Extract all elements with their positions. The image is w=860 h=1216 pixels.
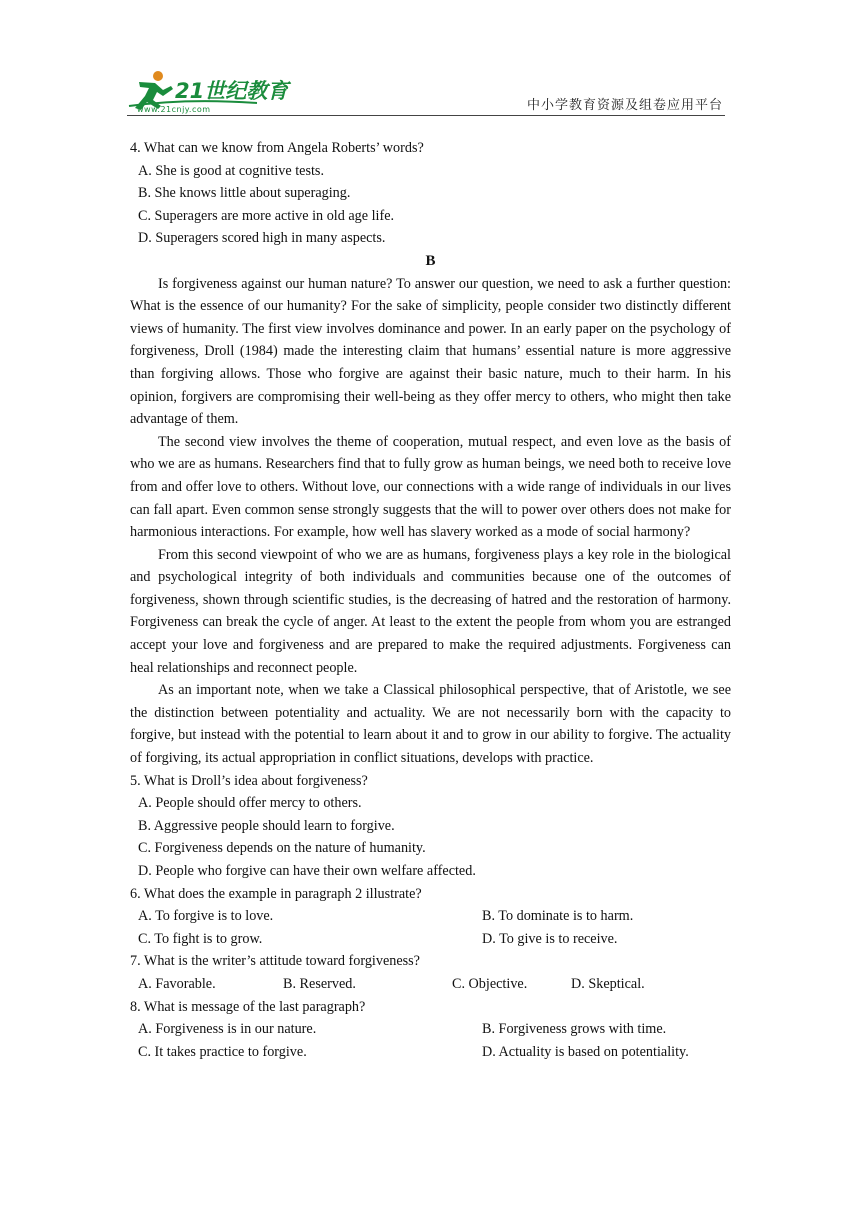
q6-option-a: A. To forgive is to love. — [138, 908, 274, 925]
q8-option-d: D. Actuality is based on potentiality. — [482, 1043, 689, 1060]
question-5: 5. What is Droll’s idea about forgiveness? — [130, 772, 368, 789]
q8-option-b: B. Forgiveness grows with time. — [482, 1021, 667, 1038]
question-6: 6. What does the example in paragraph 2 illustrate? — [130, 885, 422, 902]
q5-option-d: D. People who forgive can have their own welfare affected. — [138, 863, 476, 879]
q6-option-d: D. To give is to receive. — [482, 930, 618, 947]
q7-option-b: B. Reserved. — [283, 975, 356, 992]
q8-option-a: A. Forgiveness is in our nature. — [138, 1021, 317, 1038]
passage-paragraph-3: From this second viewpoint of who we are as humans, forgiveness plays a key role in the biological and psychological integrity of both individuals and communities because one of the outcomes of forgiveness, shown through scientific studies, is the decreasing of hatred and the restoration of harmony. Forgiveness can break the cycle of anger. At least to the extent the people from whom you are estranged accept your love and forgiveness and are prepared to make the required adjustments. Forgiveness can heal relationships and reconnect people. — [130, 546, 731, 676]
question-8: 8. What is message of the last paragraph? — [130, 998, 366, 1015]
q7-options-row — [130, 973, 731, 996]
q6-options-row-1 — [130, 905, 731, 928]
q6-options-row-2 — [130, 928, 731, 951]
header-divider — [127, 115, 725, 116]
passage-paragraph-4: As an important note, when we take a Classical philosophical perspective, that of Aristotle, we see the distinction between potentiality and actuality. We are not necessarily born with the capacity to forgive, but instead with the potential to learn about it and to grow in our ability to forgive. The actuality of forgiving, its actual appropriation in conflict situations, develops with practice. — [130, 682, 731, 767]
q8-options-row-2 — [130, 1041, 731, 1064]
document-body — [130, 137, 731, 1063]
passage-paragraph-2: The second view involves the theme of cooperation, mutual respect, and even love as the basis of who we are as humans. Researchers find that to fully grow as human beings, we need both to receive love from and offer love to others. Without love, our connections with a wide range of individuals in our lives can fall apart. Even common sense strongly suggests that the will to power over others does not make for harmonious interactions. For example, how well has slavery worked as a mode of social harmony? — [130, 433, 731, 541]
page-header — [127, 68, 725, 116]
runner-logo-icon — [127, 68, 297, 114]
site-logo — [127, 68, 297, 114]
q8-options-row-1 — [130, 1018, 731, 1041]
q5-option-a: A. People should offer mercy to others. — [138, 795, 362, 812]
q6-option-c: C. To fight is to grow. — [138, 930, 263, 947]
q5-option-c: C. Forgiveness depends on the nature of humanity. — [138, 840, 426, 857]
q4-option-d: D. Superagers scored high in many aspects. — [138, 230, 386, 247]
svg-text:www.21cnjy.com: www.21cnjy.com — [137, 105, 211, 114]
passage-paragraph-1: Is forgiveness against our human nature? To answer our question, we need to ask a further question: What is the essence of our humanity? For the sake of simplicity, people consider two distinctly different views of humanity. The first view involves dominance and power. In an early paper on the psychology of forgiveness, Droll (1984) made the interesting claim that humans’ essential nature is more aggressive than forgiving allows. Those who forgive are against their basic nature, much to their harm. In his opinion, forgivers are compromising their well-being as they offer mercy to others, who might then take advantage of them. — [130, 275, 731, 428]
q4-option-c: C. Superagers are more active in old age life. — [138, 207, 395, 224]
q8-option-c: C. It takes practice to forgive. — [138, 1043, 307, 1060]
q4-option-b: B. She knows little about superaging. — [138, 185, 351, 202]
q4-option-a: A. She is good at cognitive tests. — [138, 162, 324, 179]
platform-title: 中小学教育资源及组卷应用平台 — [526, 98, 723, 113]
svg-text:21世纪教育: 21世纪教育 — [175, 79, 289, 103]
q7-option-c: C. Objective. — [452, 975, 528, 992]
q6-option-b: B. To dominate is to harm. — [482, 908, 634, 925]
question-4: 4. What can we know from Angela Roberts’ words? — [130, 140, 424, 156]
q7-option-d: D. Skeptical. — [571, 975, 645, 992]
q7-option-a: A. Favorable. — [138, 975, 216, 992]
section-heading-b: B — [425, 252, 436, 269]
q5-option-b: B. Aggressive people should learn to forgive. — [138, 817, 395, 834]
question-7: 7. What is the writer’s attitude toward forgiveness? — [130, 953, 420, 970]
